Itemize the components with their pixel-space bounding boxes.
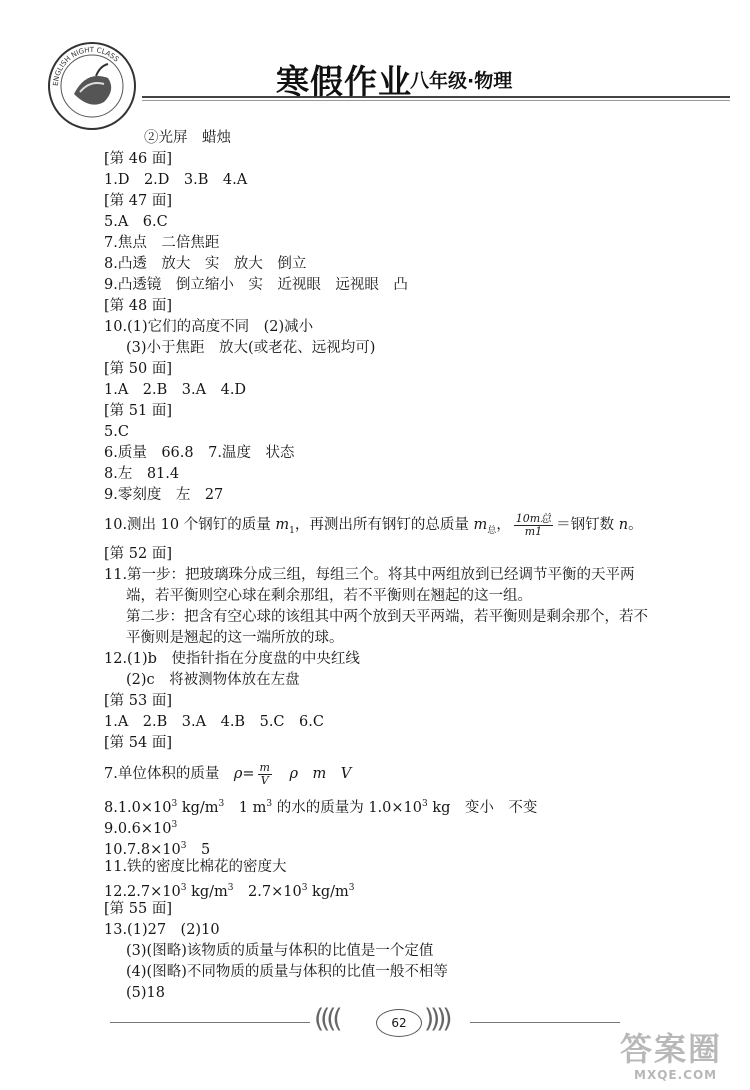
answer-line: 端，若平衡则空心球在剩余那组，若不平衡则在翘起的这一组。 [126, 588, 532, 604]
superscript: 3 [266, 799, 273, 809]
header-rule-thin [142, 100, 730, 101]
superscript: 3 [171, 799, 178, 809]
superscript: 3 [422, 799, 428, 809]
text-run: 2.7×10 [233, 883, 302, 900]
text-run: 1 m [224, 799, 267, 816]
superscript: 3 [301, 883, 308, 893]
math-var: ρ m V [274, 766, 352, 782]
answer-line: (3)(图略)该物质的质量与体积的比值是一个定值 [126, 943, 434, 959]
answer-line [104, 815, 724, 836]
answer-line: 11.铁的密度比棉花的密度大 [104, 859, 287, 875]
answer-line: 第二步：把含有空心球的该组其中两个放到天平两端，若平衡则是剩余那个，若不 [126, 609, 648, 625]
answer-line: 8.凸透 放大 实 放大 倒立 [104, 256, 307, 272]
text-run: 5 [186, 841, 211, 858]
book-logo-icon [46, 40, 138, 132]
page-title: 寒假作业 [276, 62, 412, 101]
superscript: 3 [180, 841, 187, 851]
text-run: 。 [628, 517, 643, 533]
answer-line [104, 794, 724, 815]
answer-line: (2)c 将被测物体放在左盘 [126, 672, 300, 688]
fraction [514, 513, 553, 538]
answer-line: 5.C [104, 424, 129, 440]
text-run: 12.2.7×10 [104, 883, 181, 900]
logo-text: ENGLISH NIGHT CLASS [51, 45, 121, 87]
section-heading: [第 51 面] [104, 403, 172, 419]
answer-line [104, 836, 724, 857]
fraction-numerator: 10m总 [515, 511, 552, 525]
math-var: n [618, 517, 629, 533]
watermark-url: MXQE.COM [634, 1068, 718, 1082]
superscript: 3 [180, 883, 187, 893]
text-run: kg/m [177, 799, 219, 816]
answer-line: 12.(1)b 使指针指在分度盘的中央红线 [104, 651, 360, 667]
answer-content [104, 128, 724, 1004]
superscript: 3 [348, 883, 355, 893]
section-heading: [第 55 面] [104, 901, 172, 917]
answer-line [104, 878, 724, 899]
page-subtitle: 八年级·物理 [410, 70, 513, 92]
text-run: 8.1.0×10 [104, 799, 172, 816]
answer-line: (3)小于焦距 放大(或老花、远视均可) [126, 340, 376, 356]
text-run: 10.测出 10 个钢钉的质量 [104, 517, 276, 533]
page-header [0, 0, 750, 120]
answer-line-formula [104, 512, 724, 538]
answer-line: 13.(1)27 (2)10 [104, 922, 220, 938]
footer-rule-right [470, 1022, 620, 1023]
fraction-numerator: m [259, 760, 270, 774]
answer-line: 8.左 81.4 [104, 466, 180, 482]
footer-rule-left [110, 1022, 310, 1023]
text-run: 7.单位体积的质量 [104, 766, 234, 782]
text-run: ＝钢钉数 [556, 517, 619, 533]
section-heading: [第 52 面] [104, 546, 172, 562]
footer-ornament-left: (((( [314, 1004, 339, 1034]
section-heading: [第 48 面] [104, 298, 172, 314]
math-var: m [275, 517, 290, 533]
math-var: m [473, 517, 488, 533]
answer-line: 1.A 2.B 3.A 4.B 5.C 6.C [104, 714, 324, 730]
header-rule [142, 96, 730, 98]
answer-line: (5)18 [126, 985, 165, 1001]
text-run: 9.0.6×10 [104, 820, 172, 837]
answer-line: 1.A 2.B 3.A 4.D [104, 382, 247, 398]
answer-line: ②光屏 蜡烛 [144, 130, 231, 146]
watermark [616, 1024, 740, 1084]
section-heading: [第 53 面] [104, 693, 172, 709]
answer-line: 5.A 6.C [104, 214, 168, 230]
footer-ornament-right: )))) [424, 1004, 449, 1034]
answer-line: (4)(图略)不同物质的质量与体积的比值一般不相等 [126, 964, 448, 980]
answer-line: 9.零刻度 左 27 [104, 487, 224, 503]
answer-line: 平衡则是翘起的这一端所放的球。 [126, 630, 344, 646]
section-heading: [第 54 面] [104, 735, 172, 751]
text-run: ，再测出所有钢钉的总质量 [294, 517, 474, 533]
answer-line: 10.(1)它们的高度不同 (2)减小 [104, 319, 314, 335]
text-run: kg 变小 不变 [427, 799, 538, 816]
answer-line: 9.凸透镜 倒立缩小 实 近视眼 远视眼 凸 [104, 277, 408, 293]
superscript: 3 [218, 799, 225, 809]
text-run: kg/m [186, 883, 228, 900]
section-heading: [第 47 面] [104, 193, 172, 209]
section-heading: [第 50 面] [104, 361, 172, 377]
text-run: 10.7.8×10 [104, 841, 181, 858]
page-number: 62 [376, 1009, 422, 1037]
math-subscript: 1 [289, 525, 295, 536]
fraction-denominator: m1 [524, 524, 543, 538]
math-subscript: 总 [487, 525, 497, 536]
section-heading: [第 46 面] [104, 151, 172, 167]
superscript: 3 [227, 883, 234, 893]
answer-line: 1.D 2.D 3.B 4.A [104, 172, 248, 188]
text-run: ， [496, 517, 511, 533]
answer-line: 11.第一步：把玻璃珠分成三组，每组三个。将其中两组放到已经调节平衡的天平两 [104, 567, 635, 583]
fraction [258, 762, 272, 787]
watermark-logo: 答案圈 [620, 1030, 723, 1068]
text-run: kg/m [307, 883, 349, 900]
answer-line: 6.质量 66.8 7.温度 状态 [104, 445, 295, 461]
answer-line-formula [104, 760, 724, 788]
fraction-denominator: V [260, 773, 269, 787]
answer-line: 7.焦点 二倍焦距 [104, 235, 220, 251]
math-var: ρ= [233, 766, 255, 782]
superscript: 3 [171, 820, 178, 830]
text-run: 的水的质量为 1.0×10 [272, 799, 422, 816]
